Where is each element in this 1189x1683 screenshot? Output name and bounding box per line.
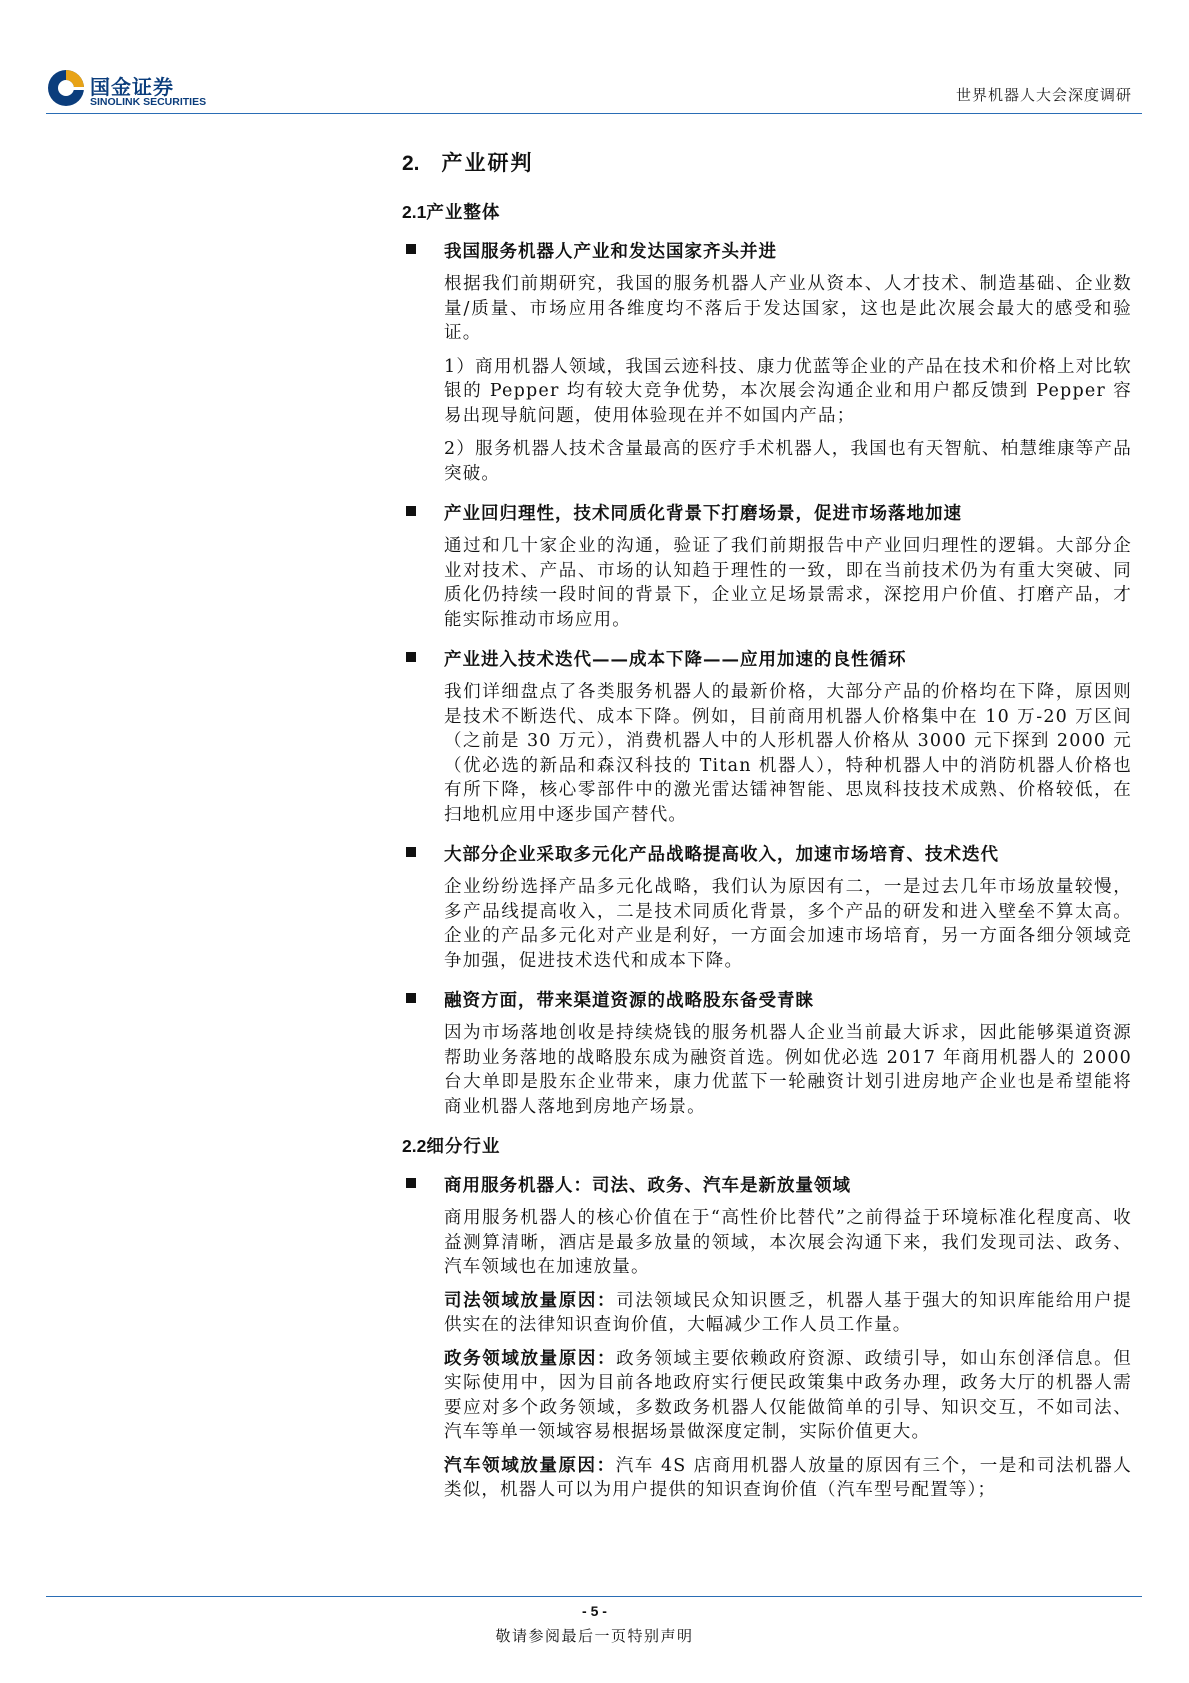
bullet-heading [402,987,1132,1012]
bullet-heading [402,238,1132,263]
bullet-title: 商用服务机器人：司法、政务、汽车是新放量领域 [444,1176,851,1196]
paragraph: 企业纷纷选择产品多元化战略，我们认为原因有二，一是过去几年市场放量较慢，多产品线提高收入，二是技术同质化背景，多个产品的研发和进入壁垒不算太高。企业的产品多元化对产业是利好，一方面会加速市场培育，另一方面各细分领域竞争加强，促进技术迭代和成本下降。 [444,877,1132,971]
bullet-square-icon [406,993,416,1003]
paragraph-automotive [444,1454,1132,1503]
paragraph: 2）服务机器人技术含量最高的医疗手术机器人，我国也有天智航、柏慧维康等产品突破。 [444,439,1132,484]
page-number: - 5 - [582,1603,607,1619]
paragraph: 根据我们前期研究，我国的服务机器人产业从资本、人才技术、制造基础、企业数量/质量、市场应用各维度均不落后于发达国家，这也是此次展会最大的感受和验证。 [444,274,1132,343]
section-title: 产业研判 [441,150,534,175]
sinolink-logo-icon [46,68,86,108]
subsection-number: 2.1 [402,202,427,222]
paragraph-lead-label: 汽车领域放量原因： [444,1455,616,1476]
bullet-square-icon [406,847,416,857]
paragraph: 1）商用机器人领域，我国云迹科技、康力优蓝等企业的产品在技术和价格上对比软银的 Pepper 均有较大竞争优势，本次展会沟通企业和用户都反馈到 Pepper 容易出现导航问题，使用体验现在并不如国内产品； [444,356,1132,426]
bullet-title: 产业回归理性，技术同质化背景下打磨场景，促进市场落地加速 [444,504,962,524]
footer-divider [46,1596,1142,1597]
bullet-title: 产业进入技术迭代——成本下降——应用加速的良性循环 [444,650,907,670]
section-heading [402,147,1132,177]
bullet-square-icon [406,244,416,254]
paragraph-judicial [444,1289,1132,1338]
bullet-title: 融资方面，带来渠道资源的战略股东备受青睐 [444,991,814,1011]
bullet-title: 大部分企业采取多元化产品战略提高收入，加速市场培育、技术迭代 [444,845,999,865]
report-title: 世界机器人大会深度调研 [955,86,1132,104]
subsection-title: 细分行业 [426,1137,501,1157]
logo-english-name: SINOLINK SECURITIES [90,96,207,108]
paragraph-text: 政务领域主要依赖政府资源、政绩引导，如山东创泽信息。但实际使用中，因为目前各地政府实行便民政策集中政务办理，政务大厅的机器人需要应对多个政务领域，多数政务机器人仅能做简单的引导、知识交互，不如司法、汽车等单一领域容易根据场景做深度定制，实际价值更大。 [444,1348,1132,1442]
section-number: 2. [402,152,420,175]
paragraph-text: 司法领域民众知识匮乏，机器人基于强大的知识库能给用户提供实在的法律知识查询价值，大幅减少工作人员工作量。 [444,1290,1132,1335]
paragraph-text: 汽车 4S 店商用机器人放量的原因有三个，一是和司法机器人类似，机器人可以为用户提供的知识查询价值（汽车型号配置等）； [444,1455,1132,1500]
paragraph: 通过和几十家企业的沟通，验证了我们前期报告中产业回归理性的逻辑。大部分企业对技术、产品、市场的认知趋于理性的一致，即在当前技术仍为有重大突破、同质化仍持续一段时间的背景下，企业立足场景需求，深挖用户价值、打磨产品，才能实际推动市场应用。 [444,536,1132,630]
paragraph: 因为市场落地创收是持续烧钱的服务机器人企业当前最大诉求，因此能够渠道资源帮助业务落地的战略股东成为融资首选。例如优必选 2017 年商用机器人的 2000 台大单即是股东企业带来，康力优蓝下一轮融资计划引进房地产企业也是希望能将商业机器人落地到房地产场景。 [444,1023,1132,1117]
subsection-heading-overall [402,199,1132,224]
bullet-square-icon [406,506,416,516]
logo-chinese-name: 国金证券 [90,75,174,99]
bullet-heading [402,1172,1132,1197]
bullet-square-icon [406,652,416,662]
page-header [46,62,1142,118]
bullet-heading [402,500,1132,525]
subsection-title: 产业整体 [426,203,501,223]
bullet-square-icon [406,1178,416,1188]
footer-disclaimer: 敬请参阅最后一页特别声明 [495,1627,694,1645]
page-body [402,140,1132,1503]
subsection-number: 2.2 [402,1136,427,1156]
paragraph-lead-label: 政务领域放量原因： [444,1348,617,1369]
paragraph: 商用服务机器人的核心价值在于“高性价比替代”之前得益于环境标准化程度高、收益测算清晰，酒店是最多放量的领域，本次展会沟通下来，我们发现司法、政务、汽车领域也在加速放量。 [444,1208,1132,1277]
bullet-title: 我国服务机器人产业和发达国家齐头并进 [444,242,777,262]
paragraph-lead-label: 司法领域放量原因： [444,1290,617,1311]
bullet-heading [402,646,1132,671]
header-divider [46,113,1142,114]
bullet-heading [402,841,1132,866]
paragraph-government [444,1347,1132,1445]
paragraph: 我们详细盘点了各类服务机器人的最新价格，大部分产品的价格均在下降，原因则是技术不断迭代、成本下降。例如，目前商用机器人价格集中在 10 万-20 万区间（之前是 30 万元），消费机器人中的人形机器人价格从 3000 元下探到 2000 元（优必选的新品和森汉科技的 Titan 机器人），特种机器人中的消防机器人价格也有所下降，核心零部件中的激光雷达镭神智能、思岚科技技术成熟、价格较低，在扫地机应用中逐步国产替代。 [444,682,1132,825]
subsection-heading-segments [402,1133,1132,1158]
